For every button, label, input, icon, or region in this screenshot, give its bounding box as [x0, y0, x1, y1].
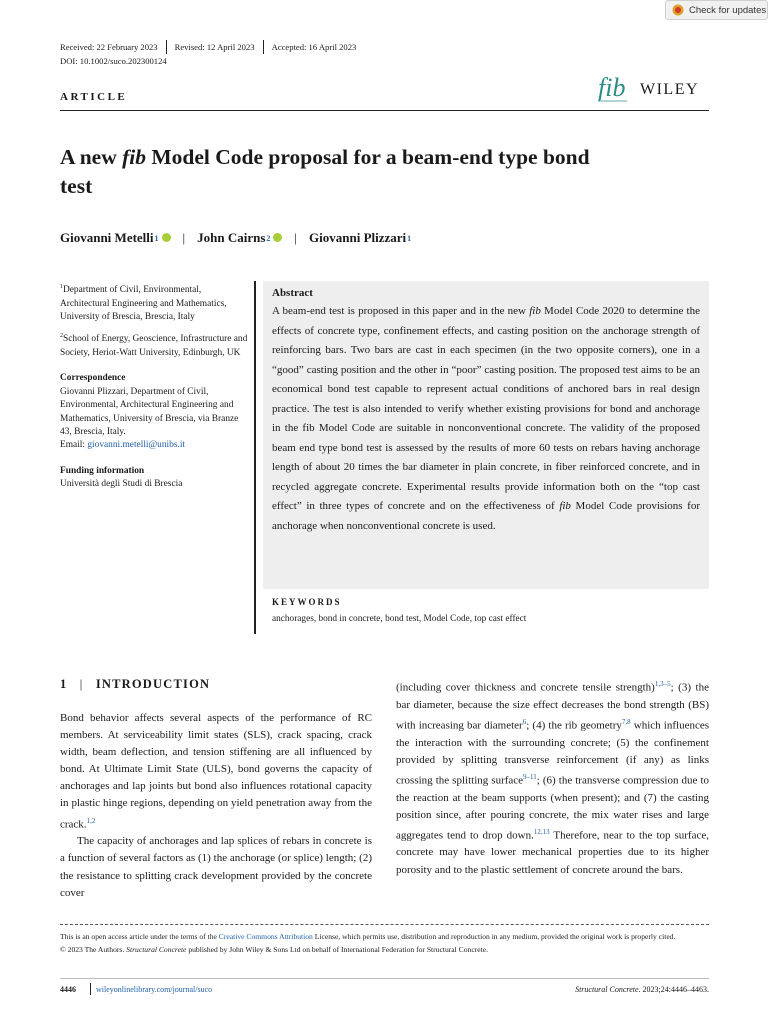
- affiliation-text: School of Energy, Geoscience, Infrastructure and Society, Heriot-Watt University, Edinburgh, UK: [60, 334, 248, 358]
- received-date: Received: 22 February 2023: [60, 42, 158, 52]
- author-affiliation-ref[interactable]: 2: [266, 233, 271, 243]
- author-list: [60, 230, 411, 246]
- affiliation-number: 2: [60, 333, 63, 340]
- body-text: ; (3) the bar diameter, because the size effect decreases the bond strength (BS) with increasing bar diameter: [396, 681, 709, 732]
- page-number: 4446: [60, 985, 76, 994]
- footer-divider: [90, 983, 91, 995]
- title-part: A new: [60, 145, 123, 169]
- abstract-text: [272, 302, 700, 536]
- citation-link[interactable]: 1,3–5: [654, 680, 671, 688]
- journal-url-link[interactable]: wileyonlinelibrary.com/journal/suco: [96, 985, 213, 994]
- body-text: Therefore, near to the top surface, concrete may have lower mechanical properties due to its higher porosity and to the plastic settlement of concrete around the bars.: [396, 829, 709, 876]
- citation-link[interactable]: 6: [522, 717, 527, 726]
- creative-commons-link[interactable]: Creative Commons Attribution: [218, 932, 313, 941]
- article-title: [60, 143, 620, 201]
- funding-heading: Funding information: [60, 465, 145, 476]
- email-label: Email:: [60, 440, 88, 451]
- title-italic: fib: [122, 145, 147, 169]
- header-rule: [60, 110, 709, 111]
- body-column-left: [60, 710, 372, 902]
- abstract-side-rule: [254, 281, 256, 634]
- body-text: ; (6) the transverse compression due to the reaction at the beam supports (when present); and (7) the casting position since, after pouring concrete, the mix water rises and large aggregates tend to drop down.: [396, 774, 709, 842]
- author-name[interactable]: Giovanni Metelli: [60, 230, 154, 245]
- check-for-updates-button[interactable]: [665, 0, 768, 20]
- keywords-text: anchorages, bond in concrete, bond test, Model Code, top cast effect: [272, 614, 527, 624]
- funding-text: Università degli Studi di Brescia: [60, 479, 183, 490]
- license-rule: [60, 924, 709, 925]
- title-part: Model Code proposal for a beam-end type bond test: [60, 145, 590, 198]
- body-paragraph: [396, 676, 709, 879]
- copyright-line: [60, 943, 709, 956]
- correspondence-text: [60, 386, 250, 453]
- correspondence-address: Giovanni Plizzari, Department of Civil, Environmental, Architectural Engineering and Mathematics, University of Brescia, via Branze 43, Brescia, Italy.: [60, 386, 239, 437]
- orcid-icon[interactable]: [162, 233, 171, 242]
- affiliations-column: [60, 281, 250, 498]
- citation-link[interactable]: 12,13: [533, 827, 550, 836]
- license-line: [60, 930, 709, 943]
- author-affiliation-ref[interactable]: 1: [407, 233, 412, 243]
- section-heading: [60, 677, 210, 692]
- citation-link[interactable]: 1,2: [86, 816, 96, 825]
- author-affiliation-ref[interactable]: 1: [154, 233, 159, 243]
- fib-logo-icon: [596, 72, 632, 106]
- svg-text:fib: fib: [598, 73, 626, 102]
- section-separator: |: [79, 677, 84, 691]
- license-part: License, which permits use, distribution and reproduction in any medium, provided the original work is properly cited.: [312, 932, 676, 941]
- date-divider: [166, 40, 167, 54]
- author-separator: |: [182, 230, 186, 245]
- copyright-part: published by John Wiley & Sons Ltd on behalf of International Federation for Structural Concrete.: [186, 945, 488, 954]
- journal-citation: [500, 985, 709, 994]
- footer-rule: [60, 978, 709, 979]
- check-for-updates-label: Check for updates: [689, 4, 767, 16]
- abstract-italic: fib: [529, 305, 541, 317]
- abstract-heading: Abstract: [272, 287, 313, 299]
- affiliation: [60, 281, 250, 324]
- revised-date: Revised: 12 April 2023: [174, 42, 255, 52]
- author-separator: |: [294, 230, 298, 245]
- check-updates-icon: [672, 4, 684, 16]
- abstract-part: Model Code 2020 to determine the effects of concrete type, confinement effects, and casting position on the anchorage strength of reinforcing bars. Two bars are cast in each specimen (in the two opposite corners), one in a “good” casting position and the other in “poor” casting position. The proposed test aims to be an economical bond test capable to represent actual conditions of anchored bars in real design practice. The test is also intended to verify whether existing provisions for bond and anchorage in the fib Model Code are suitable in nonconventional concrete. The validity of the proposed beam end type bond test is assessed by the results of more 60 tests on rebars having anchorage length of about 20 times the bar diameter in plain concrete, in fiber reinforced concrete, and in recycled aggregate concrete. Experimental results provide information both on the “top cast effect” in three types of concrete and on the effectiveness of: [272, 305, 700, 512]
- correspondence-heading: Correspondence: [60, 373, 126, 384]
- doi: DOI: 10.1002/suco.202300124: [60, 56, 167, 66]
- body-text: (including cover thickness and concrete tensile strength): [396, 681, 655, 694]
- affiliation-text: Department of Civil, Environmental, Architectural Engineering and Mathematics, University of Brescia, Brescia, Italy: [60, 285, 227, 322]
- abstract-part: A beam-end test is proposed in this paper and in the new: [272, 305, 530, 317]
- keywords-heading: KEYWORDS: [272, 597, 342, 607]
- email-link[interactable]: giovanni.metelli@unibs.it: [87, 440, 186, 451]
- abstract-box: [263, 281, 709, 589]
- wiley-logo: WILEY: [640, 81, 700, 98]
- author-name[interactable]: Giovanni Plizzari: [309, 230, 407, 245]
- citation-link[interactable]: 7,8: [621, 717, 631, 726]
- citation-detail: 2023;24:4446–4463.: [640, 985, 709, 994]
- body-column-right: [396, 676, 709, 879]
- author-name[interactable]: John Cairns: [197, 230, 266, 245]
- section-title: INTRODUCTION: [95, 677, 211, 691]
- orcid-icon[interactable]: [273, 233, 282, 242]
- affiliation: [60, 330, 250, 360]
- article-dates: [60, 40, 356, 54]
- accepted-date: Accepted: 16 April 2023: [271, 42, 357, 52]
- journal-name: Structural Concrete.: [575, 985, 641, 994]
- license-text: [60, 930, 709, 956]
- copyright-part: © 2023 The Authors.: [60, 945, 127, 954]
- license-part: This is an open access article under the terms of the: [60, 932, 219, 941]
- citation-link[interactable]: 9–11: [523, 772, 537, 781]
- affiliation-number: 1: [60, 284, 63, 290]
- body-paragraph: The capacity of anchorages and lap splices of rebars in concrete is a function of several factors as (1) the anchorage (or splice) length; (2) the resistance to splitting crack development provided by the concrete cover: [60, 835, 372, 899]
- section-number: 1: [60, 677, 68, 691]
- journal-italic: Structural Concrete: [126, 945, 187, 954]
- body-text: ; (4) the rib geometry: [526, 719, 622, 732]
- body-text: Bond behavior affects several aspects of the performance of RC members. At serviceability limit states (SLS), crack spacing, crack width, beam deflection, and tension stiffening are all influenced by bond. At Ultimate Limit State (ULS), bond governs the capacity of anchorages and lap joints but bond also influences rotational capacity in plastic hinge regions, depending on yield penetration away from the crack.: [60, 712, 372, 831]
- body-text: which influences the interaction with the surrounding concrete; (5) the confinement provided by splitting transverse reinforcement (if any) as links crossing the splitting surface: [396, 719, 709, 787]
- date-divider: [263, 40, 264, 54]
- abstract-part: Model Code provisions for anchorage when nonconventional concrete is used.: [272, 500, 700, 532]
- abstract-italic: fib: [559, 500, 571, 512]
- article-type: ARTICLE: [60, 91, 128, 103]
- body-paragraph: [60, 710, 372, 833]
